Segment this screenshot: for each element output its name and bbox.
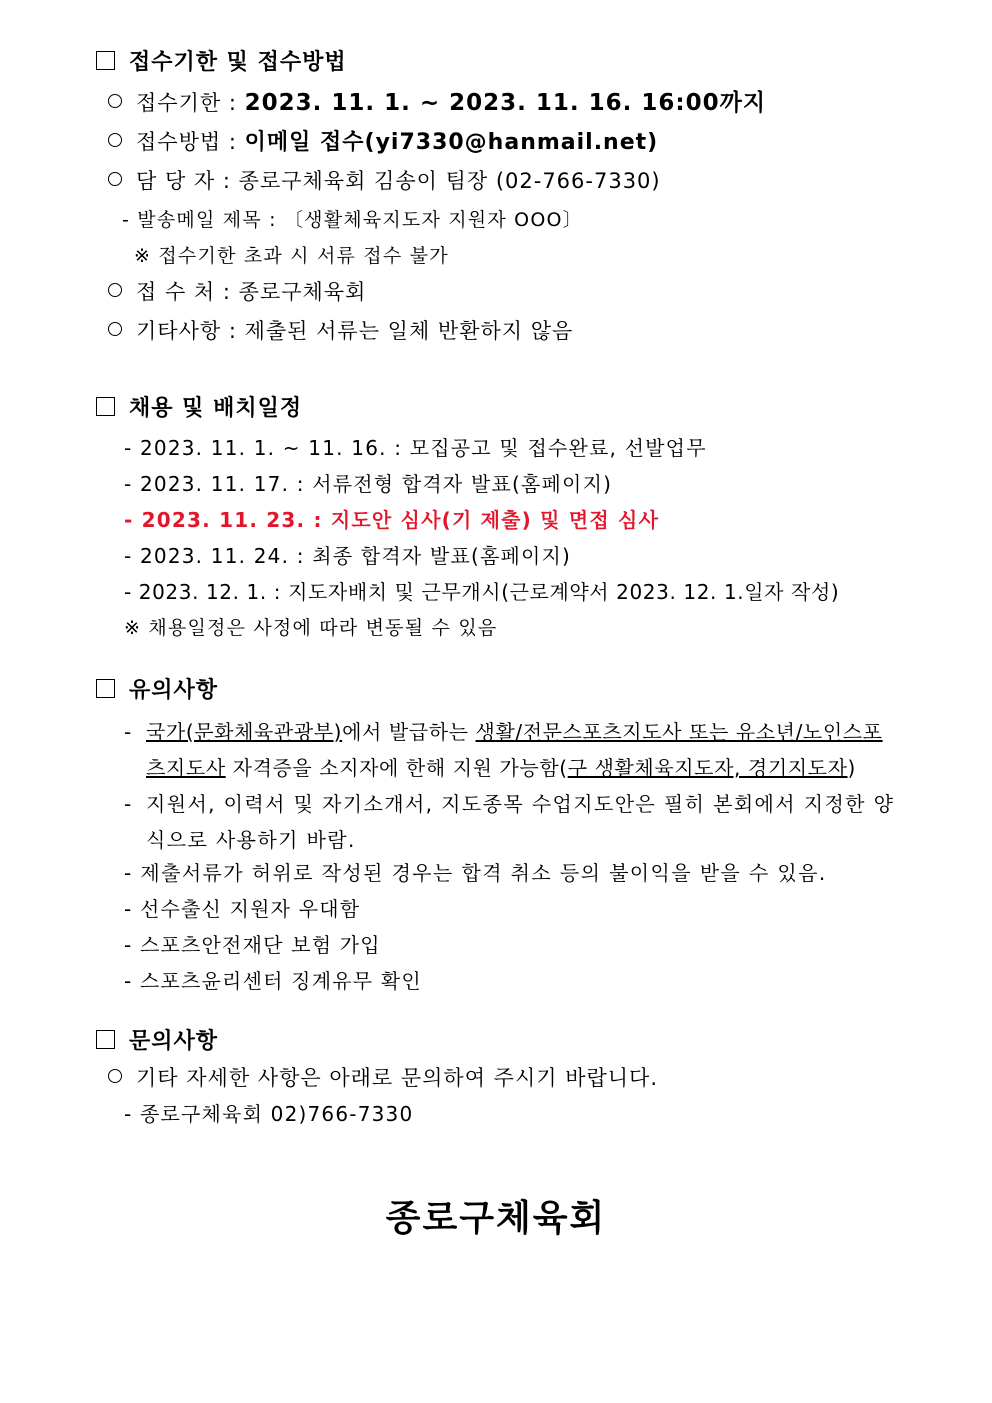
circle-bullet-icon [108,172,122,186]
schedule-item-highlight: - 2023. 11. 23. : 지도안 심사(기 제출) 및 면접 심사 [124,508,660,532]
method-row: 접수방법 : 이메일 접수(yi7330@hanmail.net) [108,129,658,156]
checkbox-square-icon [96,679,115,698]
etc-row: 기타사항 : 제출된 서류는 일체 반환하지 않음 [108,318,573,344]
circle-bullet-icon [108,133,122,147]
circle-bullet-icon [108,1069,122,1083]
circle-bullet-icon [108,94,122,108]
note-item-ethics: - 스포츠윤리센터 징계유무 확인 [124,969,422,993]
note-item-athlete: - 선수출신 지원자 우대함 [124,897,361,921]
note-item-false-docs: - 제출서류가 허위로 작성된 경우는 합격 취소 등의 불이익을 받을 수 있음. [124,861,827,885]
checkbox-square-icon [96,1030,115,1049]
circle-bullet-icon [108,283,122,297]
note-item-insurance: - 스포츠안전재단 보험 가입 [124,933,381,957]
schedule-item: - 2023. 12. 1. : 지도자배치 및 근무개시(근로계약서 2023. 12. 1.일자 작성) [124,580,840,604]
deadline-row: 접수기한 : 2023. 11. 1. ~ 2023. 11. 16. 16:00까지 [108,90,766,116]
place-row: 접 수 처 : 종로구체육회 [108,279,366,305]
circle-bullet-icon [108,322,122,336]
schedule-note: ※ 채용일정은 사정에 따라 변동될 수 있음 [124,617,498,639]
schedule-item: - 2023. 11. 1. ~ 11. 16. : 모집공고 및 접수완료, 선발업무 [124,436,707,460]
deadline-note: ※ 접수기한 초과 시 서류 접수 불가 [134,245,449,267]
section-heading-schedule: 채용 및 배치일정 [96,396,302,422]
inquiry-contact: - 종로구체육회 02)766-7330 [124,1102,414,1126]
organization-signature: 종로구체육회 [385,1198,607,1239]
mail-subject: - 발송메일 제목 : 〔생활체육지도자 지원자 OOO〕 [122,209,583,231]
checkbox-square-icon [96,51,115,70]
note-item-forms: - 지원서, 이력서 및 자기소개서, 지도종목 수업지도안은 필히 본회에서 지정한 양식으로 사용하기 바람. [124,792,895,852]
note-item-qualification: - 국가(문화체육관광부)에서 발급하는 생활/전문스포츠지도사 또는 유소년/노인스포츠지도사 자격증을 소지자에 한해 지원 가능함(구 생활체육지도자, 경기지도자) [124,720,883,780]
section-heading-notes: 유의사항 [96,678,218,704]
schedule-item: - 2023. 11. 17. : 서류전형 합격자 발표(홈페이지) [124,472,613,496]
inquiry-row: 기타 자세한 사항은 아래로 문의하여 주시기 바랍니다. [108,1065,658,1091]
checkbox-square-icon [96,397,115,416]
contact-row: 담 당 자 : 종로구체육회 김송이 팀장 (02-766-7330) [108,168,661,194]
schedule-item: - 2023. 11. 24. : 최종 합격자 발표(홈페이지) [124,544,572,568]
section-heading-deadline: 접수기한 및 접수방법 [96,50,347,76]
section-heading-inquiry: 문의사항 [96,1029,218,1055]
